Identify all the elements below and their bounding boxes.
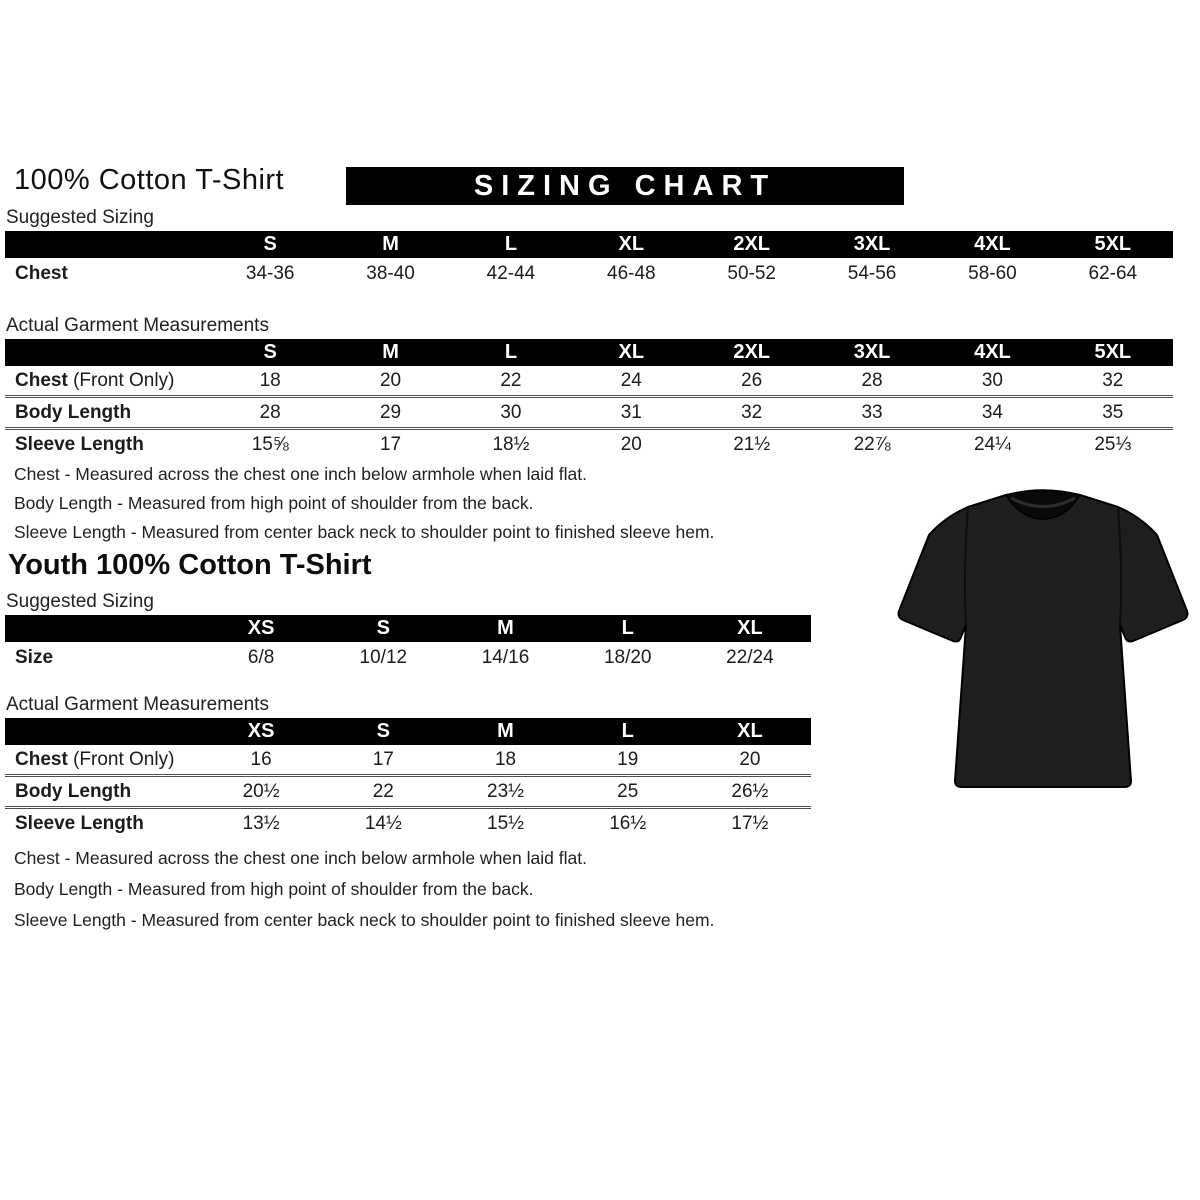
row-label: Chest (Front Only) (15, 369, 175, 391)
table-cell: 23½ (487, 780, 524, 802)
tshirt-body (899, 491, 1188, 787)
table-cell: 25⅓ (1094, 433, 1132, 455)
table-cell: 20½ (242, 780, 280, 802)
table-cell: 30 (500, 401, 522, 423)
note-line: Sleeve Length - Measured from center back neck to shoulder point to finished sleeve hem. (14, 522, 715, 542)
page-title: 100% Cotton T-Shirt (14, 164, 285, 196)
note-line: Chest - Measured across the chest one inch below armhole when laid flat. (14, 464, 587, 484)
table-cell: 24¼ (973, 433, 1011, 455)
table-cell: 26½ (731, 780, 769, 802)
table-cell: 30 (981, 369, 1003, 391)
note-line: Chest - Measured across the chest one inch below armhole when laid flat. (14, 848, 587, 868)
table-cell: 17½ (731, 812, 769, 834)
column-header: XS (247, 720, 275, 742)
table-cell: 34-36 (245, 263, 295, 284)
column-header: L (621, 720, 634, 742)
column-header: XL (618, 233, 645, 255)
table-cell: 20 (379, 369, 402, 391)
table-cell: 38-40 (366, 263, 415, 284)
table-cell: 18 (494, 748, 517, 770)
table-row (5, 395, 1173, 427)
column-header: M (497, 720, 514, 742)
column-header: M (382, 341, 399, 363)
column-header: 4XL (974, 233, 1011, 255)
row-label: Sleeve Length (15, 812, 144, 834)
table-cell: 14/16 (481, 647, 530, 668)
adult-actual-measurements-table (5, 339, 1173, 459)
column-header: XS (247, 617, 275, 639)
column-header: 3XL (853, 233, 891, 255)
table-cell: 24 (620, 369, 642, 391)
column-header: 3XL (853, 341, 891, 363)
row-label: Size (15, 647, 54, 668)
column-header: S (376, 720, 390, 742)
table-cell: 20 (739, 748, 761, 770)
table-cell: 18 (259, 369, 281, 391)
row-label: Body Length (15, 401, 132, 423)
row-label: Sleeve Length (15, 433, 144, 455)
table-cell: 32 (741, 401, 763, 423)
table-cell: 28 (259, 401, 281, 423)
table-cell: 20 (620, 433, 642, 455)
table-cell: 6/8 (247, 647, 275, 668)
table-cell: 35 (1102, 401, 1124, 423)
table-cell: 14½ (364, 812, 402, 834)
adult-actual-header-row (5, 339, 1173, 366)
row-label: Body Length (15, 780, 132, 802)
table-cell: 19 (617, 748, 639, 770)
table-cell: 50-52 (727, 263, 776, 284)
table-cell: 62-64 (1088, 263, 1138, 284)
tshirt-product-image (893, 485, 1193, 800)
row-label: Chest (15, 263, 68, 284)
table-cell: 33 (861, 401, 883, 423)
adult-suggested-sizing-label: Suggested Sizing (6, 207, 154, 228)
youth-suggested-header-row (5, 615, 811, 642)
youth-section-title: Youth 100% Cotton T-Shirt (8, 549, 372, 581)
table-row (5, 427, 1173, 459)
table-cell: 58-60 (968, 263, 1017, 284)
table-cell: 32 (1102, 369, 1124, 391)
table-cell: 15⅝ (251, 433, 289, 455)
table-row (5, 806, 811, 838)
column-header: 2XL (733, 233, 771, 255)
table-cell: 10/12 (359, 647, 408, 668)
table-row (5, 745, 811, 774)
column-header: L (504, 341, 518, 363)
column-header: 5XL (1094, 233, 1132, 255)
table-cell: 17 (372, 748, 394, 770)
column-header: M (497, 617, 514, 639)
table-cell: 16 (250, 748, 272, 770)
table-cell: 22⅞ (853, 433, 891, 455)
youth-actual-header-row (5, 718, 811, 745)
table-cell: 18½ (492, 433, 530, 455)
youth-measurement-notes (14, 843, 714, 936)
tshirt-illustration (893, 485, 1193, 800)
table-row (5, 774, 811, 806)
adult-suggested-header-row (5, 231, 1173, 258)
table-cell: 13½ (242, 812, 280, 834)
table-cell: 26 (741, 369, 763, 391)
column-header: 2XL (733, 341, 771, 363)
table-cell: 25 (617, 780, 639, 802)
table-cell: 18/20 (603, 647, 652, 668)
table-cell: 22 (372, 780, 394, 802)
table-cell: 21½ (733, 433, 771, 455)
note-line: Sleeve Length - Measured from center back neck to shoulder point to finished sleeve hem. (14, 910, 715, 930)
column-header: S (376, 617, 390, 639)
column-header: M (382, 233, 399, 255)
column-header: 5XL (1094, 341, 1132, 363)
table-row (5, 642, 811, 674)
youth-suggested-sizing-table (5, 615, 811, 674)
adult-measurement-notes (14, 460, 714, 547)
youth-suggested-sizing-label: Suggested Sizing (6, 591, 154, 612)
youth-actual-measurements-label: Actual Garment Measurements (6, 694, 269, 715)
column-header: 4XL (974, 341, 1011, 363)
column-header: XL (737, 617, 763, 639)
table-cell: 22 (500, 369, 522, 391)
column-header: L (621, 617, 634, 639)
youth-actual-measurements-table (5, 718, 811, 838)
table-cell: 15½ (487, 812, 524, 834)
note-line: Body Length - Measured from high point of shoulder from the back. (14, 879, 534, 899)
table-row (5, 366, 1173, 395)
table-cell: 54-56 (847, 263, 897, 284)
table-cell: 17 (379, 433, 402, 455)
table-cell: 22/24 (726, 647, 774, 668)
table-cell: 28 (861, 369, 883, 391)
note-line: Body Length - Measured from high point of shoulder from the back. (14, 493, 534, 513)
adult-suggested-sizing-table (5, 231, 1173, 290)
column-header: L (504, 233, 518, 255)
column-header: XL (737, 720, 763, 742)
table-cell: 42-44 (486, 263, 536, 284)
table-cell: 34 (981, 401, 1003, 423)
table-cell: 46-48 (607, 263, 656, 284)
column-header: S (263, 233, 277, 255)
row-label: Chest (Front Only) (15, 748, 175, 770)
column-header: XL (618, 341, 645, 363)
adult-actual-measurements-label: Actual Garment Measurements (6, 315, 269, 336)
column-header: S (263, 341, 277, 363)
sizing-chart-banner: SIZING CHART (346, 167, 904, 205)
table-cell: 16½ (609, 812, 647, 834)
table-cell: 31 (620, 401, 642, 423)
table-cell: 29 (379, 401, 402, 423)
table-row (5, 258, 1173, 290)
